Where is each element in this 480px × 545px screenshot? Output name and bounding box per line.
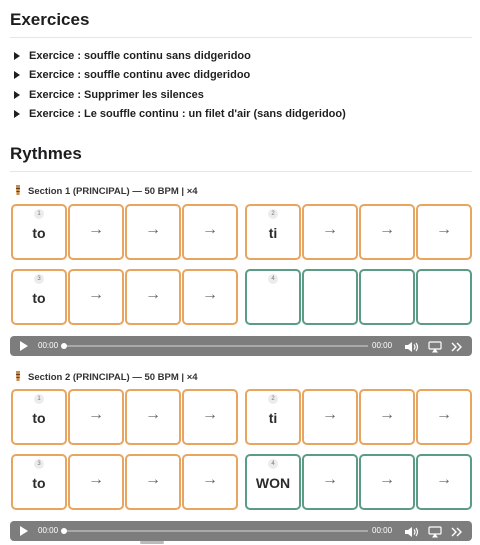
exercise-toggle-1[interactable] [14,47,251,65]
arrow-right-icon: → [379,471,395,488]
beat-cell[interactable] [68,454,124,510]
section-title-text: Section 2 (PRINCIPAL) — 50 BPM | ×4 [28,372,198,383]
duration: 00:00 [372,526,393,535]
arrow-right-icon: → [202,406,218,423]
beat-syllable: to [32,225,46,241]
beat-syllable: ti [268,225,278,241]
more-options-icon[interactable] [450,340,464,352]
disclosure-triangle-icon [14,71,20,79]
airplay-icon[interactable] [428,525,442,537]
progress-track[interactable] [63,530,368,532]
beat-cell[interactable] [359,204,415,260]
beat-cell[interactable] [182,389,238,445]
arrow-right-icon: → [202,471,218,488]
airplay-icon[interactable] [428,340,442,352]
audio-player[interactable] [10,336,472,356]
beat-cell[interactable] [68,389,124,445]
home-indicator [140,541,164,544]
arrow-right-icon: → [88,286,104,303]
beat-number: 2 [268,394,278,404]
beat-syllable: to [32,290,46,306]
arrow-right-icon: → [436,471,452,488]
beat-cell[interactable] [68,269,124,325]
disclosure-triangle-icon [14,110,20,118]
arrow-right-icon: → [202,286,218,303]
arrow-right-icon: → [88,471,104,488]
beat-number: 1 [34,209,44,219]
progress-track[interactable] [63,345,368,347]
arrow-right-icon: → [379,221,395,238]
arrow-right-icon: → [436,406,452,423]
arrow-right-icon: → [322,471,338,488]
exercices-heading: Exercices [10,10,90,29]
section-1-title [14,184,198,200]
beat-cell[interactable] [416,269,472,325]
beat-cell[interactable] [359,269,415,325]
didgeridoo-icon [14,185,24,202]
beat-cell[interactable] [11,204,67,260]
arrow-right-icon: → [436,221,452,238]
beat-cell[interactable] [359,389,415,445]
beat-cell[interactable] [245,454,301,510]
beat-cell[interactable] [11,269,67,325]
rythmes-heading: Rythmes [10,144,82,163]
beat-cell[interactable] [416,454,472,510]
beat-row [11,204,471,260]
volume-icon[interactable] [404,340,420,352]
beat-syllable: ti [268,410,278,426]
audio-player[interactable] [10,521,472,541]
beat-number: 3 [34,274,44,284]
arrow-right-icon: → [322,221,338,238]
progress-thumb[interactable] [61,343,67,349]
exercise-label: Exercice : Le souffle continu : un filet d'air (sans didgeridoo) [29,108,346,120]
more-options-icon[interactable] [450,525,464,537]
arrow-right-icon: → [88,406,104,423]
beat-cell[interactable] [359,454,415,510]
beat-cell[interactable] [182,204,238,260]
exercise-label: Exercice : Supprimer les silences [29,89,204,101]
beat-cell[interactable] [245,269,301,325]
arrow-right-icon: → [145,286,161,303]
didgeridoo-icon [14,371,24,388]
beat-cell[interactable] [302,204,358,260]
disclosure-triangle-icon [14,91,20,99]
arrow-right-icon: → [202,221,218,238]
beat-cell[interactable] [11,454,67,510]
progress-thumb[interactable] [61,528,67,534]
beat-syllable: to [32,410,46,426]
beat-syllable: to [32,475,46,491]
current-time: 00:00 [38,341,59,350]
play-icon[interactable] [20,341,28,351]
beat-cell[interactable] [125,389,181,445]
beat-cell[interactable] [125,269,181,325]
section-2-title [14,370,198,386]
disclosure-triangle-icon [14,52,20,60]
section-title-text: Section 1 (PRINCIPAL) — 50 BPM | ×4 [28,186,198,197]
exercise-toggle-2[interactable] [14,66,250,84]
exercise-label: Exercice : souffle continu sans didgeridoo [29,50,251,62]
beat-cell[interactable] [302,454,358,510]
beat-cell[interactable] [416,204,472,260]
divider [10,37,472,38]
beat-cell[interactable] [125,204,181,260]
beat-number: 1 [34,394,44,404]
beat-cell[interactable] [245,389,301,445]
arrow-right-icon: → [145,221,161,238]
beat-syllable: WON [255,475,291,491]
beat-number: 3 [34,459,44,469]
volume-icon[interactable] [404,525,420,537]
beat-number: 4 [268,459,278,469]
current-time: 00:00 [38,526,59,535]
beat-cell[interactable] [302,389,358,445]
beat-row [11,454,471,510]
duration: 00:00 [372,341,393,350]
beat-cell[interactable] [245,204,301,260]
beat-cell[interactable] [182,454,238,510]
beat-cell[interactable] [125,454,181,510]
arrow-right-icon: → [145,406,161,423]
beat-row [11,269,471,325]
exercise-toggle-4[interactable] [14,105,346,123]
beat-cell[interactable] [68,204,124,260]
arrow-right-icon: → [379,406,395,423]
arrow-right-icon: → [322,406,338,423]
beat-row [11,389,471,445]
beat-number: 2 [268,209,278,219]
arrow-right-icon: → [88,221,104,238]
play-icon[interactable] [20,526,28,536]
divider [10,171,472,172]
arrow-right-icon: → [145,471,161,488]
exercise-label: Exercice : souffle continu avec didgeridoo [29,69,251,81]
beat-cell[interactable] [182,269,238,325]
beat-number: 4 [268,274,278,284]
beat-cell[interactable] [416,389,472,445]
beat-cell[interactable] [302,269,358,325]
exercise-toggle-3[interactable] [14,86,204,104]
beat-cell[interactable] [11,389,67,445]
